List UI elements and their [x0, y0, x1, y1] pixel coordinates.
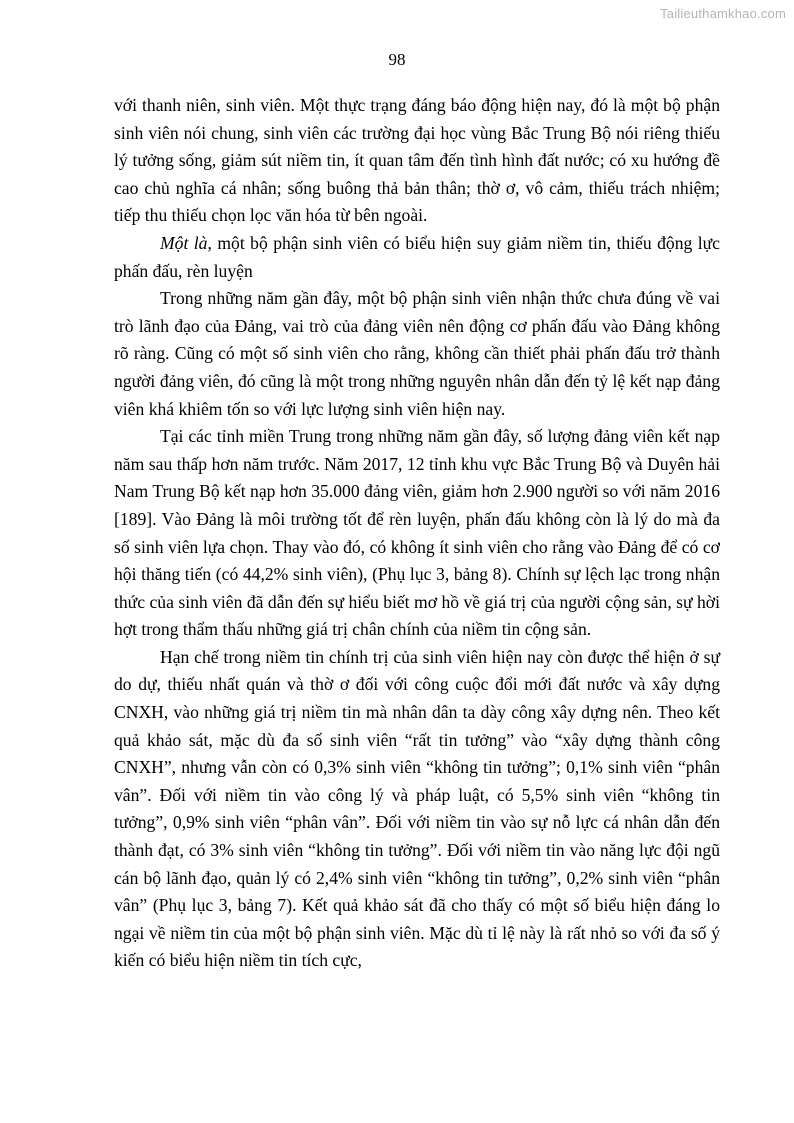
heading-rest: , một bộ phận sinh viên có biểu hiện suy giảm niềm tin, thiếu động lực phấn đấu, rèn luyện [114, 232, 720, 281]
paragraph-heading-mot-la [114, 230, 720, 285]
italic-lead-term: Một là [160, 232, 208, 253]
paragraph-political-belief: Hạn chế trong niềm tin chính trị của sinh viên hiện nay còn được thể hiện ở sự do dự, thiếu nhất quán và thờ ơ đối với công cuộc đổi mới đất nước và xây dựng CNXH, vào những giá trị niềm tin mà nhân dân ta dày công xây dựng nên. Theo kết quả khảo sát, mặc dù đa số sinh viên “rất tin tưởng” vào “xây dựng thành công CNXH”, nhưng vẫn còn có 0,3% sinh viên “không tin tưởng”; 0,1% sinh viên “phân vân”. Đối với niềm tin vào công lý và pháp luật, có 5,5% sinh viên “không tin tưởng”, 0,9% sinh viên “phân vân”. Đối với niềm tin vào sự nỗ lực cá nhân dẫn đến thành đạt, có 3% sinh viên “không tin tưởng”. Đối với niềm tin vào năng lực đội ngũ cán bộ lãnh đạo, quản lý có 2,4% sinh viên “không tin tưởng”, 0,2% sinh viên “phân vân” (Phụ lục 3, bảng 7). Kết quả khảo sát đã cho thấy có một số biểu hiện đáng lo ngại về niềm tin của một bộ phận sinh viên. Mặc dù tỉ lệ này là rất nhỏ so với đa số ý kiến có biểu hiện niềm tin tích cực, [114, 646, 720, 971]
page-number: 98 [388, 50, 406, 69]
paragraph-continuation: với thanh niên, sinh viên. Một thực trạng đáng báo động hiện nay, đó là một bộ phận sinh viên nói chung, sinh viên các trường đại học vùng Bắc Trung Bộ nói riêng thiếu lý tưởng sống, giảm sút niềm tin, ít quan tâm đến tình hình đất nước; có xu hướng đề cao chủ nghĩa cá nhân; sống buông thả bản thân; thờ ơ, vô cảm, thiếu trách nhiệm; tiếp thu thiếu chọn lọc văn hóa từ bên ngoài. [114, 95, 720, 226]
document-body [114, 92, 720, 975]
paragraph-central-provinces: Tại các tỉnh miền Trung trong những năm gần đây, số lượng đảng viên kết nạp năm sau thấp hơn năm trước. Năm 2017, 12 tỉnh khu vực Bắc Trung Bộ và Duyên hải Nam Trung Bộ kết nạp hơn 35.000 đảng viên, giảm hơn 2.900 người so với năm 2016 [189]. Vào Đảng là môi trường tốt để rèn luyện, phấn đấu không còn là lý do mà đa số sinh viên lựa chọn. Thay vào đó, có không ít sinh viên cho rằng vào Đảng để có cơ hội thăng tiến (có 44,2% sinh viên), (Phụ lục 3, bảng 8). Chính sự lệch lạc trong nhận thức của sinh viên đã dẫn đến sự hiểu biết mơ hồ về giá trị của người cộng sản, sự hời hợt trong thẩm thấu những giá trị chân chính của niềm tin cộng sản. [114, 426, 720, 640]
watermark: Tailieuthamkhao.com [660, 6, 786, 21]
paragraph-party-awareness: Trong những năm gần đây, một bộ phận sinh viên nhận thức chưa đúng về vai trò lãnh đạo của Đảng, vai trò của đảng viên nên động cơ phấn đấu vào Đảng không rõ ràng. Cũng có một số sinh viên cho rằng, không cần thiết phải phấn đấu trở thành người đảng viên, đó cũng là một trong những nguyên nhân dẫn đến tỷ lệ kết nạp đảng viên khá khiêm tốn so với lực lượng sinh viên hiện nay. [114, 288, 720, 419]
